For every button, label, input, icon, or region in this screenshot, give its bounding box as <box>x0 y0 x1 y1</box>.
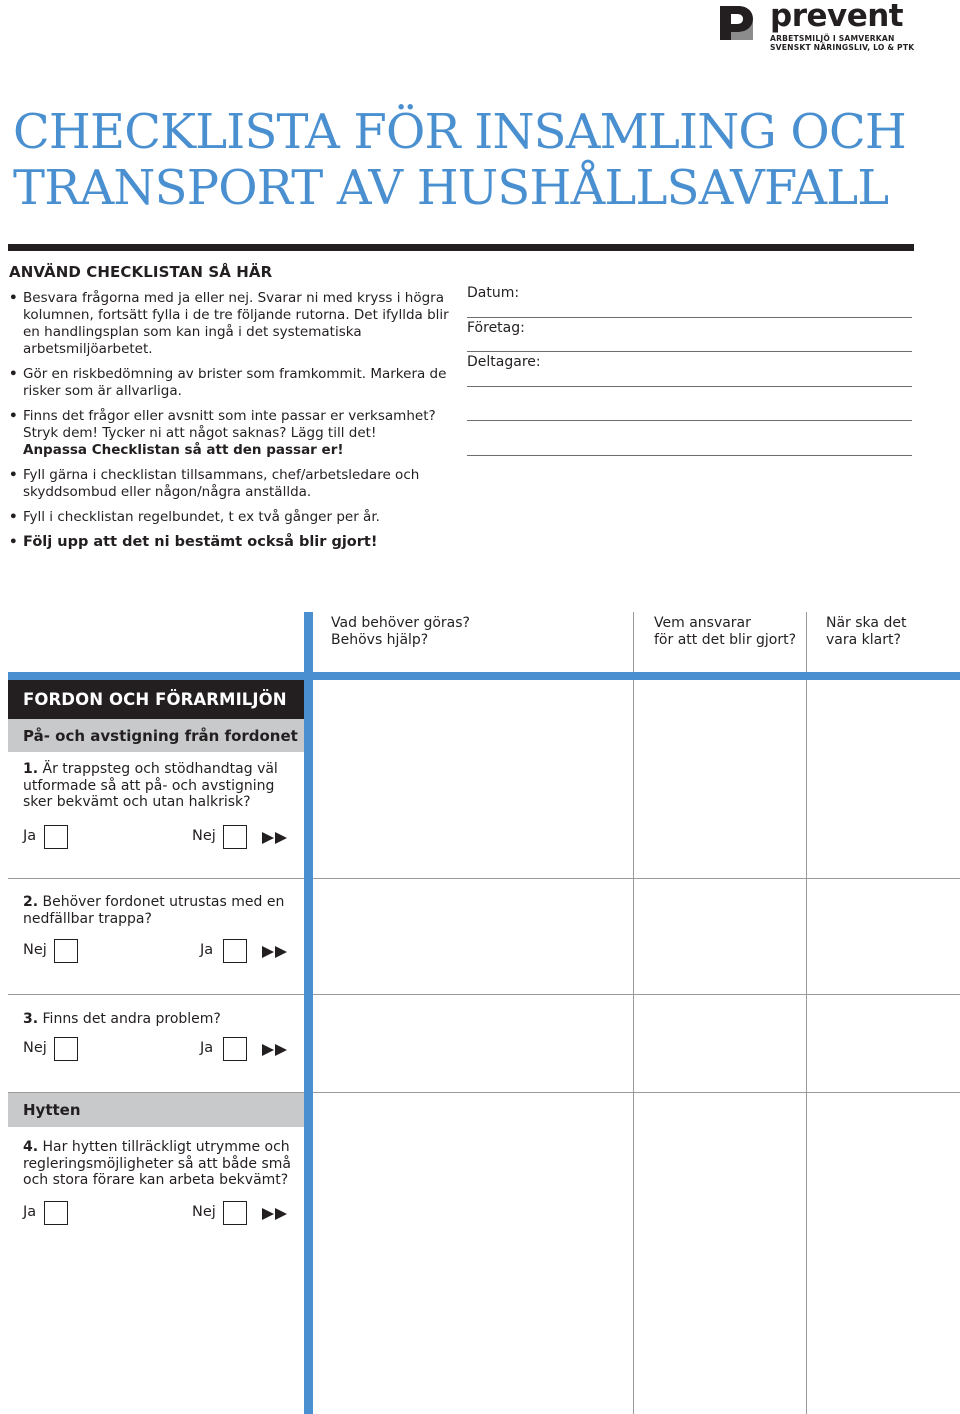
bullet-icon: • <box>9 467 18 483</box>
instruction-item <box>9 509 464 526</box>
column-header-line: för att det blir gjort? <box>654 632 797 648</box>
company-label: Företag: <box>467 319 525 336</box>
checkbox-ja[interactable] <box>223 1037 247 1061</box>
checkbox-nej[interactable] <box>54 1037 78 1061</box>
question-text: Är trappsteg och stödhandtag väl utformade så att på- och avstigning sker bekvämt och utan halkrisk? <box>23 761 278 810</box>
double-arrow-icon <box>262 832 288 844</box>
answer-row-1 <box>23 825 298 851</box>
instruction-text: Gör en riskbedömning av brister som framkommit. Markera de risker som är allvarliga. <box>23 366 447 399</box>
instruction-text: Fyll i checklistan regelbundet, t ex två gånger per år. <box>23 509 380 525</box>
page-title-line-2: TRANSPORT AV HUSHÅLLSAVFALL <box>13 160 889 216</box>
table-accent-vertical <box>304 612 313 1414</box>
question-text: Har hytten tillräckligt utrymme och regleringsmöjligheter så att både små och stora förare kan arbeta bekvämt? <box>23 1139 291 1188</box>
instruction-item <box>9 408 464 459</box>
checkbox-nej[interactable] <box>223 1201 247 1225</box>
subsection-title: Hytten <box>8 1093 304 1127</box>
page-title-line-1: CHECKLISTA FÖR INSAMLING OCH <box>13 104 906 160</box>
instruction-text: Följ upp att det ni bestämt också blir gjort! <box>23 534 378 550</box>
checkbox-ja[interactable] <box>223 939 247 963</box>
checkbox-ja[interactable] <box>44 825 68 849</box>
bullet-icon: • <box>9 290 18 306</box>
bullet-icon: • <box>9 509 18 525</box>
instructions-list <box>9 290 464 559</box>
question-2 <box>23 894 298 927</box>
logo-tagline-1: ARBETSMILJÖ I SAMVERKAN <box>770 34 895 43</box>
participants-field[interactable] <box>467 352 912 387</box>
instructions-heading: ANVÄND CHECKLISTAN SÅ HÄR <box>9 263 273 281</box>
column-divider <box>806 612 807 1414</box>
logo-tagline-2: SVENSKT NÄRINGSLIV, LO & PTK <box>770 43 915 52</box>
instruction-item <box>9 366 464 400</box>
checkbox-nej[interactable] <box>54 939 78 963</box>
option-label: Ja <box>23 828 37 844</box>
bullet-icon: • <box>9 534 18 550</box>
option-label: Ja <box>23 1204 37 1220</box>
bullet-icon: • <box>9 408 18 424</box>
double-arrow-icon <box>262 1044 288 1056</box>
option-label: Nej <box>192 1204 216 1220</box>
instruction-emphasis: Anpassa Checklistan så att den passar er! <box>23 442 344 458</box>
instruction-item <box>9 467 464 501</box>
subsection-title: På- och avstigning från fordonet <box>8 719 304 752</box>
option-label: Nej <box>23 942 47 958</box>
participants-line-3[interactable] <box>467 421 912 456</box>
checkbox-nej[interactable] <box>223 825 247 849</box>
option-label: Ja <box>200 942 214 958</box>
participants-label: Deltagare: <box>467 354 541 370</box>
instruction-item <box>9 534 464 551</box>
option-label: Nej <box>23 1040 47 1056</box>
logo-name: prevent <box>770 0 904 34</box>
row-divider <box>8 994 960 995</box>
column-header-responsible <box>654 615 796 649</box>
question-number: 1. <box>23 761 39 777</box>
date-label: Datum: <box>467 285 520 301</box>
prevent-logo <box>720 2 920 52</box>
instruction-text: Finns det frågor eller avsnitt som inte passar er verksamhet? Stryk dem! Tycker ni att något saknas? Lägg till det! <box>23 408 436 441</box>
company-field[interactable] <box>467 318 912 353</box>
column-header-line: Vad behöver göras? <box>331 615 470 631</box>
answer-row-3 <box>23 1037 298 1063</box>
info-fields <box>467 283 912 456</box>
column-header-line: När ska det <box>826 615 907 631</box>
question-3 <box>23 1011 298 1028</box>
question-4 <box>23 1139 298 1189</box>
column-divider <box>633 612 634 1414</box>
question-text: Finns det andra problem? <box>42 1011 221 1027</box>
question-1 <box>23 761 298 811</box>
column-header-line: Vem ansvarar <box>654 615 751 631</box>
participants-line-2[interactable] <box>467 387 912 422</box>
option-label: Ja <box>200 1040 214 1056</box>
page-title <box>13 104 943 216</box>
answer-row-4 <box>23 1201 298 1227</box>
option-label: Nej <box>192 828 216 844</box>
answer-row-2 <box>23 939 298 965</box>
bullet-icon: • <box>9 366 18 382</box>
question-text: Behöver fordonet utrustas med en nedfällbar trappa? <box>23 894 285 927</box>
question-number: 3. <box>23 1011 39 1027</box>
column-header-actions <box>331 615 470 649</box>
column-header-deadline <box>826 615 906 649</box>
prevent-logo-icon <box>720 6 754 40</box>
instruction-item <box>9 290 464 358</box>
section-title: FORDON OCH FÖRARMILJÖN <box>8 680 304 719</box>
question-number: 4. <box>23 1139 39 1155</box>
double-arrow-icon <box>262 946 288 958</box>
title-rule <box>8 244 914 251</box>
column-header-line: Behövs hjälp? <box>331 632 429 648</box>
question-number: 2. <box>23 894 39 910</box>
instruction-text: Besvara frågorna med ja eller nej. Svarar ni med kryss i högra kolumnen, fortsätt fylla i de tre följande rutorna. Det ifyllda blir en handlingsplan som kan ingå i det systematiska arbetsmiljöarbetet. <box>23 290 449 357</box>
double-arrow-icon <box>262 1208 288 1220</box>
row-divider <box>8 878 960 879</box>
instruction-text: Fyll gärna i checklistan tillsammans, chef/arbetsledare och skyddsombud eller någon/några anställda. <box>23 467 420 500</box>
table-accent-horizontal <box>8 672 960 680</box>
column-header-line: vara klart? <box>826 632 901 648</box>
date-field[interactable] <box>467 283 912 318</box>
checkbox-ja[interactable] <box>44 1201 68 1225</box>
